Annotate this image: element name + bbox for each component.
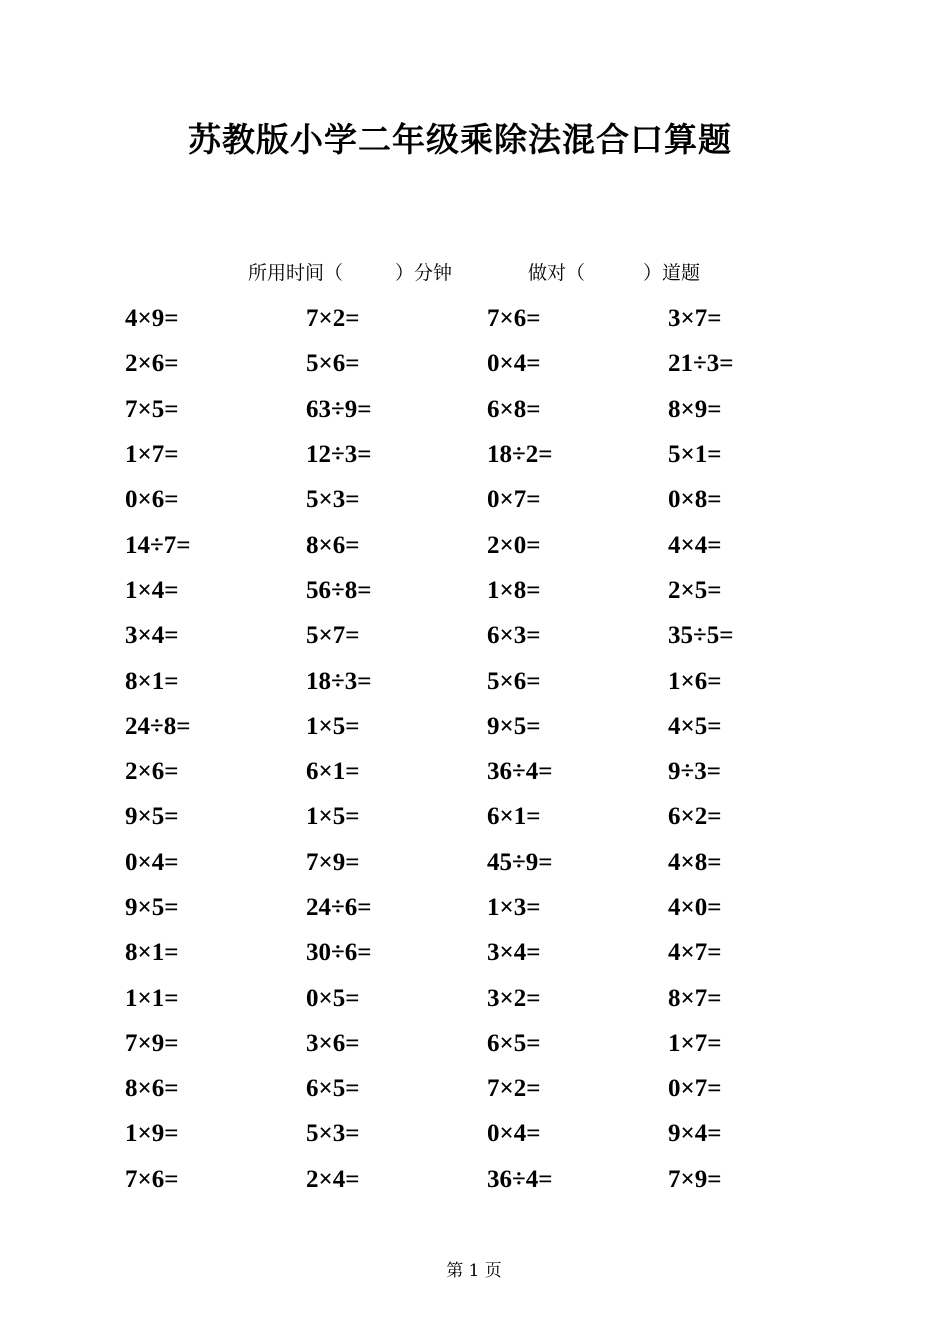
problem-row: [125, 749, 885, 794]
problem-item: 6×2=: [668, 803, 722, 831]
problem-item: 3×4=: [125, 622, 179, 650]
problem-item: 9×5=: [125, 803, 179, 831]
problem-item: 1×7=: [125, 441, 179, 469]
problem-item: 6×8=: [487, 395, 541, 423]
problem-item: 5×6=: [306, 350, 360, 378]
problem-row: [125, 387, 885, 432]
problem-item: 30÷6=: [306, 939, 372, 967]
problem-item: 0×7=: [668, 1075, 722, 1103]
problem-item: 3×6=: [306, 1029, 360, 1057]
problem-item: 0×5=: [306, 984, 360, 1012]
problem-item: 8×1=: [125, 939, 179, 967]
problem-item: 0×6=: [125, 486, 179, 514]
problem-item: 2×4=: [306, 1165, 360, 1193]
page-title: 苏教版小学二年级乘除法混合口算题: [188, 120, 732, 159]
problem-item: 14÷7=: [125, 531, 191, 559]
problem-row: [125, 975, 885, 1020]
correct-count-label: 做对（: [528, 262, 586, 284]
problem-item: 6×5=: [306, 1075, 360, 1103]
problem-item: 1×4=: [125, 576, 179, 604]
problem-item: 5×3=: [306, 1120, 360, 1148]
problem-item: 4×7=: [668, 939, 722, 967]
problem-item: 8×6=: [125, 1075, 179, 1103]
problem-item: 5×3=: [306, 486, 360, 514]
problem-row: [125, 522, 885, 567]
problem-item: 5×1=: [668, 441, 722, 469]
time-used-field: [248, 258, 452, 288]
problem-item: 6×5=: [487, 1029, 541, 1057]
problem-item: 0×7=: [487, 486, 541, 514]
problem-item: 1×5=: [306, 803, 360, 831]
problem-item: 2×6=: [125, 758, 179, 786]
problem-item: 1×9=: [125, 1120, 179, 1148]
problem-item: 18÷2=: [487, 441, 553, 469]
problem-row: [125, 840, 885, 885]
problem-item: 8×6=: [306, 531, 360, 559]
problem-item: 7×2=: [487, 1075, 541, 1103]
problem-row: [125, 658, 885, 703]
time-used-unit: ）分钟: [395, 262, 453, 284]
problem-item: 4×0=: [668, 894, 722, 921]
problem-item: 4×4=: [668, 531, 722, 559]
problem-item: 7×6=: [487, 305, 541, 333]
problem-item: 7×9=: [668, 1165, 722, 1193]
problem-item: 7×5=: [125, 395, 179, 423]
problem-item: 8×7=: [668, 984, 722, 1012]
problem-item: 21÷3=: [668, 350, 734, 378]
problem-item: 1×1=: [125, 984, 179, 1012]
problem-item: 5×6=: [487, 667, 541, 695]
problem-row: [125, 296, 885, 341]
problem-item: 63÷9=: [306, 395, 372, 423]
problem-row: [125, 1021, 885, 1066]
problem-item: 24÷8=: [125, 712, 191, 740]
problem-item: 3×2=: [487, 984, 541, 1012]
problem-item: 8×1=: [125, 667, 179, 695]
problem-item: 0×4=: [125, 848, 179, 876]
problem-row: [125, 1111, 885, 1156]
problem-item: 7×9=: [125, 1029, 179, 1057]
problem-item: 7×2=: [306, 305, 360, 333]
time-used-label: 所用时间（: [248, 262, 344, 284]
problem-item: 36÷4=: [487, 758, 553, 786]
page-number: 第 1 页: [446, 1261, 502, 1281]
problem-item: 12÷3=: [306, 441, 372, 469]
problem-item: 4×5=: [668, 712, 722, 740]
correct-count-field: [528, 258, 700, 288]
problem-item: 36÷4=: [487, 1165, 553, 1193]
problem-item: 3×7=: [668, 305, 722, 333]
problem-item: 0×4=: [487, 350, 541, 378]
problem-item: 2×5=: [668, 576, 722, 604]
problem-item: 6×1=: [487, 803, 541, 831]
problem-item: 0×8=: [668, 486, 722, 514]
problem-row: [125, 568, 885, 613]
problem-row: [125, 432, 885, 477]
problem-item: 7×6=: [125, 1165, 179, 1193]
problem-row: [125, 885, 885, 930]
problem-item: 4×9=: [125, 305, 179, 333]
problem-row: [125, 1066, 885, 1111]
problem-row: [125, 613, 885, 658]
problem-grid: [125, 296, 885, 1202]
problem-item: 45÷9=: [487, 848, 553, 876]
problem-item: 1×6=: [668, 667, 722, 695]
problem-item: 2×6=: [125, 350, 179, 378]
problem-item: 2×0=: [487, 531, 541, 559]
problem-item: 4×8=: [668, 848, 722, 876]
correct-count-unit: ）道题: [643, 262, 701, 284]
problem-item: 8×9=: [668, 395, 722, 423]
problem-row: [125, 704, 885, 749]
problem-item: 1×3=: [487, 894, 541, 921]
problem-item: 5×7=: [306, 622, 360, 650]
problem-row: [125, 341, 885, 386]
problem-item: 9÷3=: [668, 758, 721, 786]
problem-item: 1×5=: [306, 712, 360, 740]
problem-item: 35÷5=: [668, 622, 734, 650]
problem-item: 7×9=: [306, 848, 360, 876]
problem-row: [125, 1157, 885, 1202]
problem-row: [125, 794, 885, 839]
problem-item: 9×4=: [668, 1120, 722, 1148]
problem-item: 1×8=: [487, 576, 541, 604]
problem-item: 1×7=: [668, 1029, 722, 1057]
problem-item: 9×5=: [487, 712, 541, 740]
problem-item: 24÷6=: [306, 894, 372, 921]
problem-item: 56÷8=: [306, 576, 372, 604]
problem-item: 3×4=: [487, 939, 541, 967]
problem-row: [125, 477, 885, 522]
problem-item: 6×3=: [487, 622, 541, 650]
problem-item: 0×4=: [487, 1120, 541, 1148]
problem-row: [125, 930, 885, 975]
problem-item: 9×5=: [125, 894, 179, 921]
problem-item: 6×1=: [306, 758, 360, 786]
problem-item: 18÷3=: [306, 667, 372, 695]
